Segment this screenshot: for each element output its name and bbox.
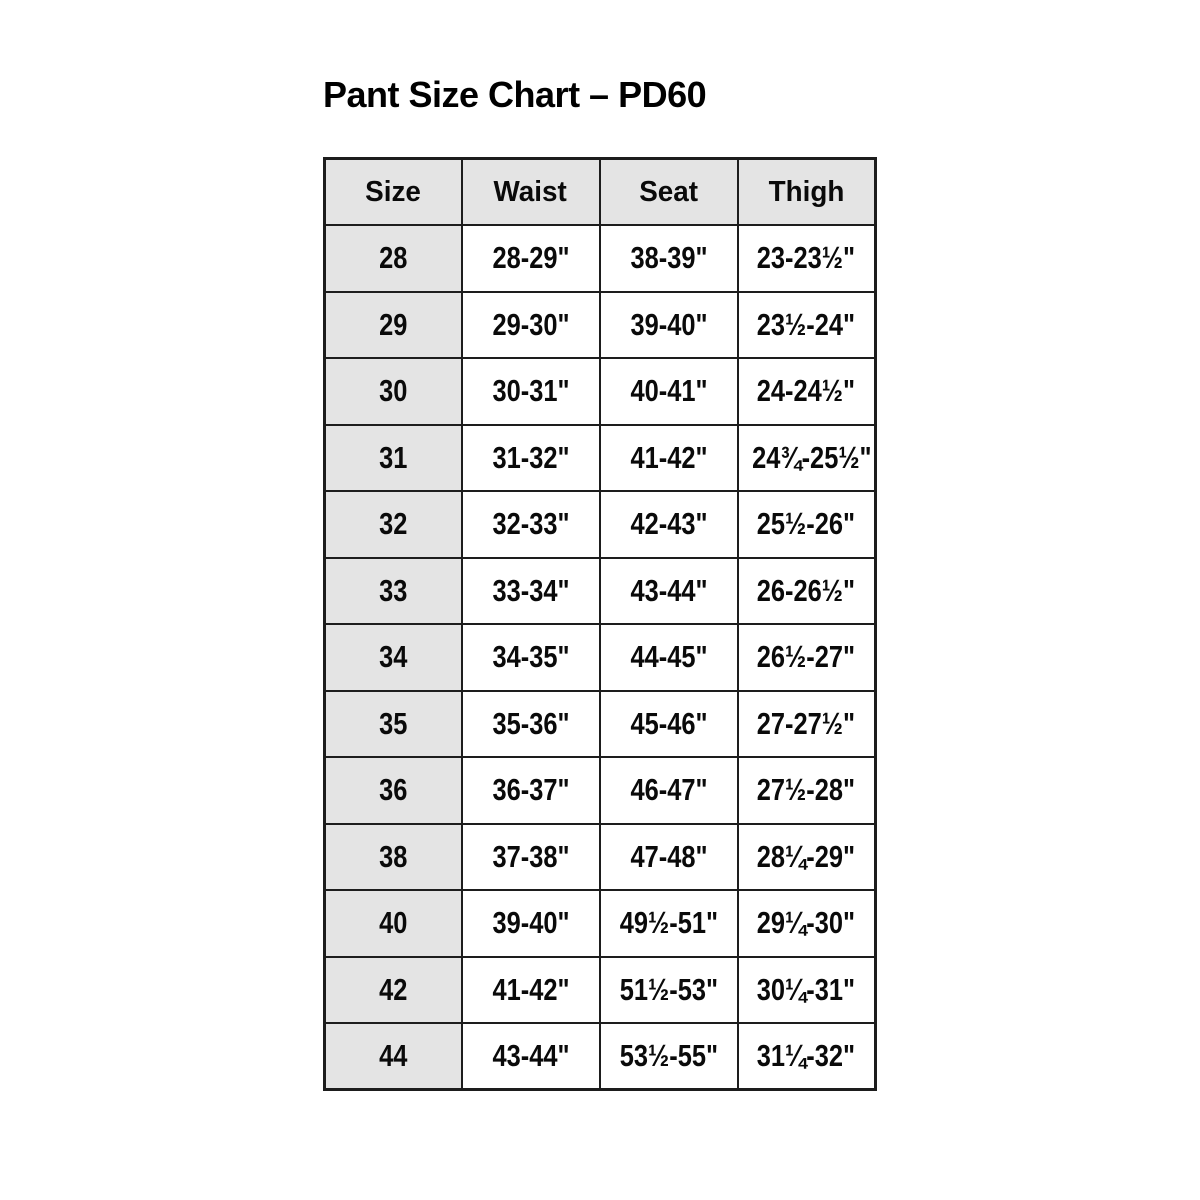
cell-text: 34 <box>379 639 408 675</box>
measurement-cell <box>738 624 876 691</box>
cell-text: 27½-28" <box>757 772 856 808</box>
table-row <box>325 1023 876 1090</box>
cell-text: 42 <box>379 971 408 1007</box>
cell-text: 26-26½" <box>757 572 856 608</box>
size-cell <box>325 957 462 1024</box>
size-cell <box>325 292 462 359</box>
measurement-cell <box>738 757 876 824</box>
measurement-cell <box>600 624 738 691</box>
size-cell <box>325 757 462 824</box>
cell-text: 35 <box>379 705 408 741</box>
cell-text: 44 <box>379 1038 408 1073</box>
measurement-cell <box>738 358 876 425</box>
measurement-cell <box>462 292 600 359</box>
cell-text: 53½-55" <box>619 1038 718 1073</box>
cell-text: 44-45" <box>629 639 708 675</box>
col-header-size <box>325 159 462 226</box>
table-row <box>325 491 876 558</box>
cell-text: 25½-26" <box>757 506 856 542</box>
cell-text: 34-35" <box>491 639 570 675</box>
cell-text: 47-48" <box>629 838 708 874</box>
table-header <box>325 159 876 226</box>
cell-text: 29-30" <box>491 306 570 342</box>
measurement-cell <box>600 890 738 957</box>
measurement-cell <box>600 1023 738 1090</box>
cell-text: 28¼-29" <box>757 838 856 874</box>
measurement-cell <box>600 691 738 758</box>
measurement-cell <box>462 558 600 625</box>
cell-text: 46-47" <box>629 772 708 808</box>
measurement-cell <box>738 957 876 1024</box>
cell-text: 29¼-30" <box>757 905 856 941</box>
table-row <box>325 292 876 359</box>
measurement-cell <box>600 292 738 359</box>
measurement-cell <box>462 691 600 758</box>
measurement-cell <box>738 292 876 359</box>
cell-text: 24¾-25½" <box>751 439 872 475</box>
cell-text: 33 <box>379 572 408 608</box>
size-cell <box>325 425 462 492</box>
measurement-cell <box>600 491 738 558</box>
measurement-cell <box>738 425 876 492</box>
measurement-cell <box>462 491 600 558</box>
measurement-cell <box>738 1023 876 1090</box>
measurement-cell <box>462 1023 600 1090</box>
measurement-cell <box>600 225 738 292</box>
cell-text: 36-37" <box>491 772 570 808</box>
col-header-label: Size <box>365 175 422 208</box>
cell-text: 36 <box>379 772 408 808</box>
cell-text: 28-29" <box>491 240 570 276</box>
col-header-thigh <box>738 159 876 226</box>
cell-text: 33-34" <box>491 572 570 608</box>
page-title: Pant Size Chart – PD60 <box>323 74 707 115</box>
size-cell <box>325 358 462 425</box>
table-row <box>325 425 876 492</box>
measurement-cell <box>462 425 600 492</box>
cell-text: 30¼-31" <box>757 971 856 1007</box>
table-row <box>325 624 876 691</box>
table-row <box>325 757 876 824</box>
header-row <box>325 159 876 226</box>
cell-text: 38-39" <box>629 240 708 276</box>
measurement-cell <box>738 491 876 558</box>
measurement-cell <box>462 358 600 425</box>
cell-text: 23-23½" <box>757 240 856 276</box>
cell-text: 27-27½" <box>757 705 856 741</box>
cell-text: 30-31" <box>491 373 570 409</box>
size-cell <box>325 824 462 891</box>
measurement-cell <box>462 624 600 691</box>
size-cell <box>325 1023 462 1090</box>
measurement-cell <box>738 691 876 758</box>
cell-text: 35-36" <box>491 705 570 741</box>
measurement-cell <box>600 757 738 824</box>
col-header-label: Thigh <box>768 175 845 208</box>
measurement-cell <box>462 757 600 824</box>
cell-text: 28 <box>379 240 408 276</box>
measurement-cell <box>738 225 876 292</box>
table-row <box>325 691 876 758</box>
col-header-label: Waist <box>493 175 568 208</box>
cell-text: 40-41" <box>629 373 708 409</box>
measurement-cell <box>600 824 738 891</box>
measurement-cell <box>462 890 600 957</box>
measurement-cell <box>600 558 738 625</box>
measurement-cell <box>462 824 600 891</box>
table-row <box>325 890 876 957</box>
table-row <box>325 358 876 425</box>
measurement-cell <box>738 824 876 891</box>
cell-text: 32 <box>379 506 408 542</box>
cell-text: 39-40" <box>491 905 570 941</box>
measurement-cell <box>462 957 600 1024</box>
cell-text: 31¼-32" <box>757 1038 856 1073</box>
cell-text: 26½-27" <box>757 639 856 675</box>
measurement-cell <box>600 425 738 492</box>
table-row <box>325 558 876 625</box>
cell-text: 38 <box>379 838 408 874</box>
cell-text: 45-46" <box>629 705 708 741</box>
cell-text: 37-38" <box>491 838 570 874</box>
size-cell <box>325 225 462 292</box>
cell-text: 32-33" <box>491 506 570 542</box>
size-cell <box>325 491 462 558</box>
cell-text: 31 <box>379 439 408 475</box>
table-row <box>325 824 876 891</box>
table-body <box>325 225 876 1090</box>
col-header-label: Seat <box>639 175 698 208</box>
col-header-seat <box>600 159 738 226</box>
cell-text: 31-32" <box>491 439 570 475</box>
cell-text: 42-43" <box>629 506 708 542</box>
cell-text: 43-44" <box>629 572 708 608</box>
table-row <box>325 957 876 1024</box>
cell-text: 41-42" <box>491 971 570 1007</box>
measurement-cell <box>462 225 600 292</box>
measurement-cell <box>600 358 738 425</box>
cell-text: 24-24½" <box>757 373 856 409</box>
cell-text: 40 <box>379 905 408 941</box>
size-chart-table <box>323 157 877 1091</box>
cell-text: 51½-53" <box>619 971 718 1007</box>
measurement-cell <box>600 957 738 1024</box>
size-cell <box>325 558 462 625</box>
cell-text: 43-44" <box>491 1038 570 1073</box>
size-cell <box>325 890 462 957</box>
measurement-cell <box>738 890 876 957</box>
cell-text: 29 <box>379 306 408 342</box>
cell-text: 49½-51" <box>619 905 718 941</box>
size-cell <box>325 624 462 691</box>
col-header-waist <box>462 159 600 226</box>
table-row <box>325 225 876 292</box>
cell-text: 23½-24" <box>757 306 856 342</box>
size-cell <box>325 691 462 758</box>
cell-text: 39-40" <box>629 306 708 342</box>
measurement-cell <box>738 558 876 625</box>
cell-text: 30 <box>379 373 408 409</box>
cell-text: 41-42" <box>629 439 708 475</box>
